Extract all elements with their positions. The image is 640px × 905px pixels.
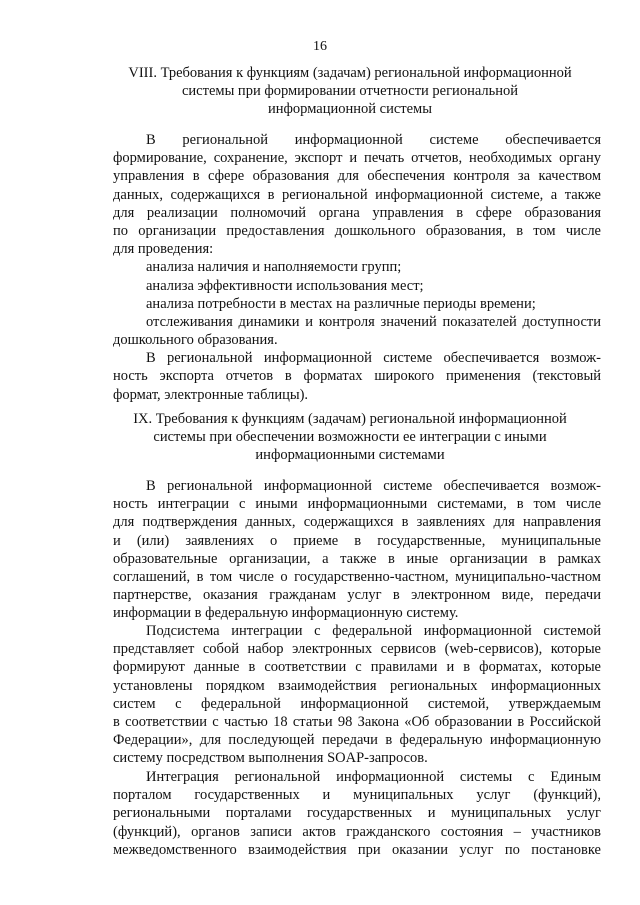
heading-line: системы при обеспечении возможности ее интеграции с иными xyxy=(153,429,547,445)
text-line: информации в федеральную информационную систему. xyxy=(113,605,459,622)
text-line: и (или) заявлениях о приеме в государственные, муниципальные xyxy=(113,532,601,549)
list-item: анализа эффективности использования мест; xyxy=(146,277,424,294)
text-line: формат, электронные таблицы). xyxy=(113,386,309,403)
text-line: для подтверждения данных, содержащихся в заявлениях для направления xyxy=(113,514,601,531)
text-line: формируют данные в соответствии с правилами и в форматах, которые xyxy=(113,659,601,676)
text-line: соглашений, в том числе о государственно-частном, муниципально-частном xyxy=(113,568,601,585)
text-line: партнерстве, оказания гражданам услуг в электронном виде, передачи xyxy=(113,587,601,604)
text-line: В региональной информационной системе обеспечивается xyxy=(146,132,601,148)
section-9-heading xyxy=(100,410,600,464)
text-line: (функций), органов записи актов гражданского состояния – участников xyxy=(113,823,601,840)
text-line: порталом государственных и муниципальных услуг (функций), xyxy=(113,787,601,804)
text-line: ность интеграции с иными информационными системами, в том числе xyxy=(113,496,601,513)
list-item: анализа наличия и наполняемости групп; xyxy=(146,259,402,276)
text-line: Подсистема интеграции с федеральной информационной системой xyxy=(146,623,601,639)
section-8-heading xyxy=(100,64,600,118)
text-line: образовательные организации, а также в иные организации в рамках xyxy=(113,550,601,567)
section-9-paragraph-1 xyxy=(113,477,601,623)
text-line: данных, содержащихся в региональной информационной системе, а также xyxy=(113,186,601,203)
text-line: В региональной информационной системе обеспечивается возмож- xyxy=(146,478,601,494)
text-line: региональными порталами государственных и муниципальных услуг xyxy=(113,805,601,822)
text-line: ность экспорта отчетов в форматах широкого применения (текстовый xyxy=(113,368,601,385)
text-line: формирование, сохранение, экспорт и печать отчетов, необходимых органу xyxy=(113,150,601,167)
section-8-paragraph-1 xyxy=(113,131,601,404)
section-9-paragraph-2 xyxy=(113,622,601,768)
heading-line: IX. Требования к функциям (задачам) региональной информационной xyxy=(133,411,567,427)
heading-line: информационными системами xyxy=(255,447,445,463)
list-item: анализа потребности в местах на различные периоды времени; xyxy=(146,295,536,312)
heading-line: информационной системы xyxy=(268,101,432,117)
section-9-paragraph-3 xyxy=(113,768,601,859)
text-line: для реализации полномочий органа управления в сфере образования xyxy=(113,204,601,221)
list-item: дошкольного образования. xyxy=(113,332,278,349)
text-line: для проведения: xyxy=(113,241,214,258)
heading-line: VIII. Требования к функциям (задачам) региональной информационной xyxy=(128,65,572,81)
text-line: Интеграция региональной информационной системы с Единым xyxy=(146,769,601,785)
text-line: в соответствии с частью 18 статьи 98 Закона «Об образовании в Российской xyxy=(113,713,601,730)
text-line: управления в сфере образования для обеспечения контроля за качеством xyxy=(113,168,601,185)
text-line: Федерации», для последующей передачи в федеральную информационную xyxy=(113,732,601,749)
text-line: систему посредством выполнения SOAP-запросов. xyxy=(113,750,428,767)
list-item: отслеживания динамики и контроля значений показателей доступности xyxy=(146,313,601,330)
text-line: установлены порядком взаимодействия региональных информационных xyxy=(113,677,601,694)
text-line: представляет собой набор электронных сервисов (web-сервисов), которые xyxy=(113,641,601,658)
page-number: 16 xyxy=(313,39,327,54)
text-line: по организации предоставления дошкольного образования, в том числе xyxy=(113,222,601,239)
heading-line: системы при формировании отчетности региональной xyxy=(181,83,519,99)
text-line: систем с федеральной информационной системой, утверждаемым xyxy=(113,695,601,712)
text-line: межведомственного взаимодействия при оказании услуг по постановке xyxy=(113,841,601,858)
text-line: В региональной информационной системе обеспечивается возмож- xyxy=(146,350,601,367)
